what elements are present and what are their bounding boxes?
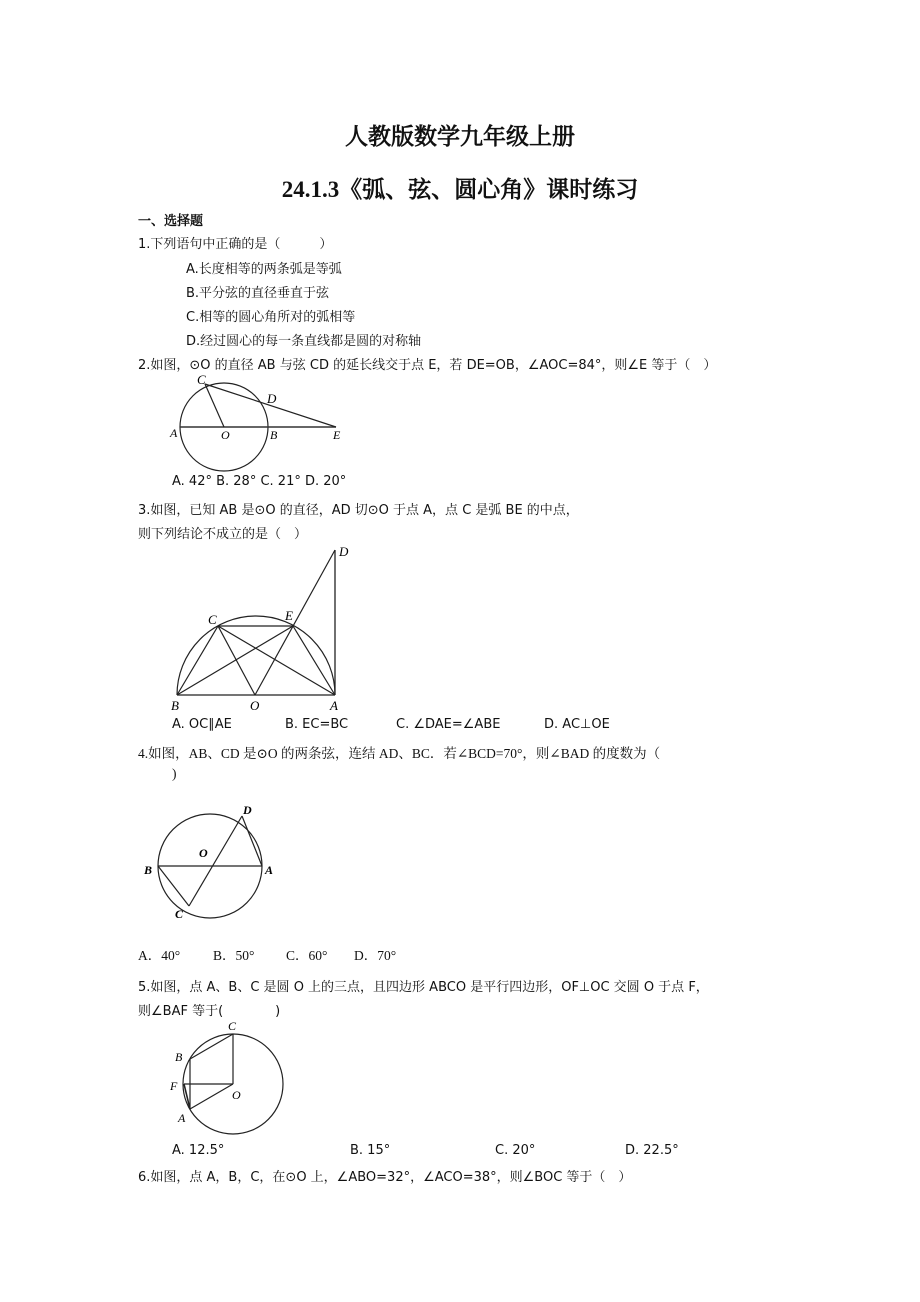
label-a: A [330,698,338,713]
label-o: O [221,428,230,442]
label-b: B [144,863,153,877]
label-e: E [333,428,341,442]
question-4-stem-line2: ) [172,766,177,781]
question-2-stem: 2.如图，⊙O 的直径 AB 与弦 CD 的延长线交于点 E，若 DE=OB，∠AOC=84°，则∠E 等于（ ） [138,358,717,373]
segment-bc [190,1034,233,1059]
question-6-stem: 6.如图，点 A，B，C，在⊙O 上，∠ABO=32°，∠ACO=38°，则∠BOC 等于（ ） [138,1170,632,1185]
label-d: D [243,803,252,817]
question-5-option-a: A. 12.5° [172,1143,225,1158]
question-2-options: A. 42° B. 28° C. 21° D. 20° [172,474,347,489]
segment-od [255,550,335,695]
document-title: 人教版数学九年级上册 [345,124,575,150]
question-3-stem-line2: 则下列结论不成立的是（ ） [138,527,308,542]
label-f: F [170,1079,178,1093]
label-o: O [250,698,260,713]
label-a: A [178,1111,186,1125]
label-o: O [199,846,208,860]
segment-ea [293,626,335,695]
question-1-option-d: D.经过圆心的每一条直线都是圆的对称轴 [186,334,422,349]
question-3-option-d: D. AC⊥OE [544,717,610,732]
label-c: C [208,612,217,627]
question-4-option-d: D．70° [354,948,397,963]
question-5-stem-line2: 则∠BAF 等于( ) [138,1004,281,1019]
label-c: C [228,1019,237,1033]
question-5-stem-line1: 5.如图，点 A、B、C 是圆 O 上的三点，且四边形 ABCO 是平行四边形，OF⊥OC 交圆 O 于点 F， [138,980,709,995]
question-5-option-b: B. 15° [350,1143,391,1158]
label-e: E [285,608,293,623]
label-b: B [270,428,278,442]
label-a: A [265,863,274,877]
question-1-option-c: C.相等的圆心角所对的弧相等 [186,310,356,325]
question-4-option-c: C．60° [286,948,328,963]
label-c: C [175,907,184,921]
question-3-option-c: C. ∠DAE=∠ABE [396,717,501,732]
question-4-stem-line1: 4.如图，AB、CD 是⊙O 的两条弦，连结 AD、BC．若∠BCD=70°，则∠BAD 的度数为（ [138,746,661,761]
question-3-stem-line1: 3.如图，已知 AB 是⊙O 的直径，AD 切⊙O 于点 A，点 C 是弧 BE 的中点， [138,503,579,518]
label-c: C [197,372,206,387]
label-b: B [171,698,179,713]
question-1-option-a: A.长度相等的两条弧是等弧 [186,262,342,277]
question-5-option-d: D. 22.5° [625,1143,679,1158]
label-b: B [175,1050,183,1064]
document-subtitle: 24.1.3《弧、弦、圆心角》课时练习 [281,177,639,202]
segment-ad [242,816,262,866]
label-a: A [170,426,178,440]
question-1-option-b: B.平分弦的直径垂直于弦 [186,286,330,301]
label-d: D [267,391,277,406]
question-5-figure [160,1015,290,1140]
question-3-option-b: B. EC=BC [285,717,349,732]
chord-cd [189,816,242,906]
question-3-option-a: A. OC∥AE [172,717,232,732]
question-3-figure [165,540,365,715]
label-d: D [339,544,349,559]
question-4-option-a: A．40° [138,948,181,963]
segment-ao [190,1084,233,1109]
label-o: O [232,1088,241,1102]
section-heading: 一、选择题 [138,214,204,229]
segment-bc [177,626,218,695]
question-1-stem: 1.下列语句中正确的是（ ） [138,237,333,252]
question-5-option-c: C. 20° [495,1143,536,1158]
question-4-figure [140,800,280,925]
segment-co [205,384,224,427]
question-4-option-b: B．50° [213,948,255,963]
question-2-figure [160,370,360,475]
